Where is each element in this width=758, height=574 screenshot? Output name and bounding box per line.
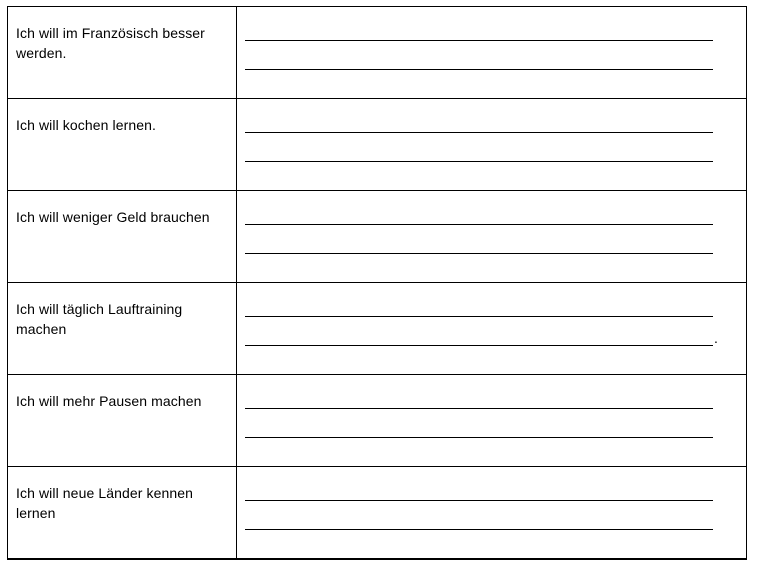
trailing-punctuation: . — [714, 330, 718, 346]
answer-line[interactable] — [245, 161, 713, 162]
prompt-text: Ich will mehr Pausen machen — [16, 393, 202, 409]
prompt-cell — [8, 467, 237, 560]
answer-cell[interactable] — [237, 191, 747, 283]
answer-line[interactable] — [245, 69, 713, 70]
worksheet-row — [8, 191, 747, 283]
prompt-text: Ich will neue Länder kennen lernen — [16, 485, 194, 521]
prompt-cell — [8, 99, 237, 191]
prompt-text: Ich will im Französisch besser werden. — [16, 25, 205, 61]
answer-cell[interactable] — [237, 467, 747, 560]
worksheet-table — [7, 6, 747, 560]
prompt-text: Ich will täglich Lauftraining machen — [16, 301, 183, 337]
answer-cell[interactable] — [237, 99, 747, 191]
prompt-cell — [8, 375, 237, 467]
answer-cell[interactable] — [237, 375, 747, 467]
answer-line[interactable] — [245, 316, 713, 317]
answer-cell[interactable] — [237, 283, 747, 375]
answer-line[interactable] — [245, 40, 713, 41]
prompt-text: Ich will kochen lernen. — [16, 117, 157, 133]
answer-line[interactable] — [245, 529, 713, 530]
worksheet-row — [8, 375, 747, 467]
prompt-text: Ich will weniger Geld brauchen — [16, 209, 210, 225]
answer-line[interactable] — [245, 224, 713, 225]
prompt-cell — [8, 283, 237, 375]
answer-line[interactable] — [245, 437, 713, 438]
prompt-cell — [8, 7, 237, 99]
prompt-cell — [8, 191, 237, 283]
worksheet-row — [8, 283, 747, 375]
answer-line[interactable] — [245, 253, 713, 254]
answer-line[interactable] — [245, 345, 713, 346]
answer-line[interactable] — [245, 408, 713, 409]
answer-line[interactable] — [245, 500, 713, 501]
worksheet-row — [8, 7, 747, 99]
answer-cell[interactable] — [237, 7, 747, 99]
answer-line[interactable] — [245, 132, 713, 133]
worksheet-row — [8, 99, 747, 191]
worksheet-row — [8, 467, 747, 560]
